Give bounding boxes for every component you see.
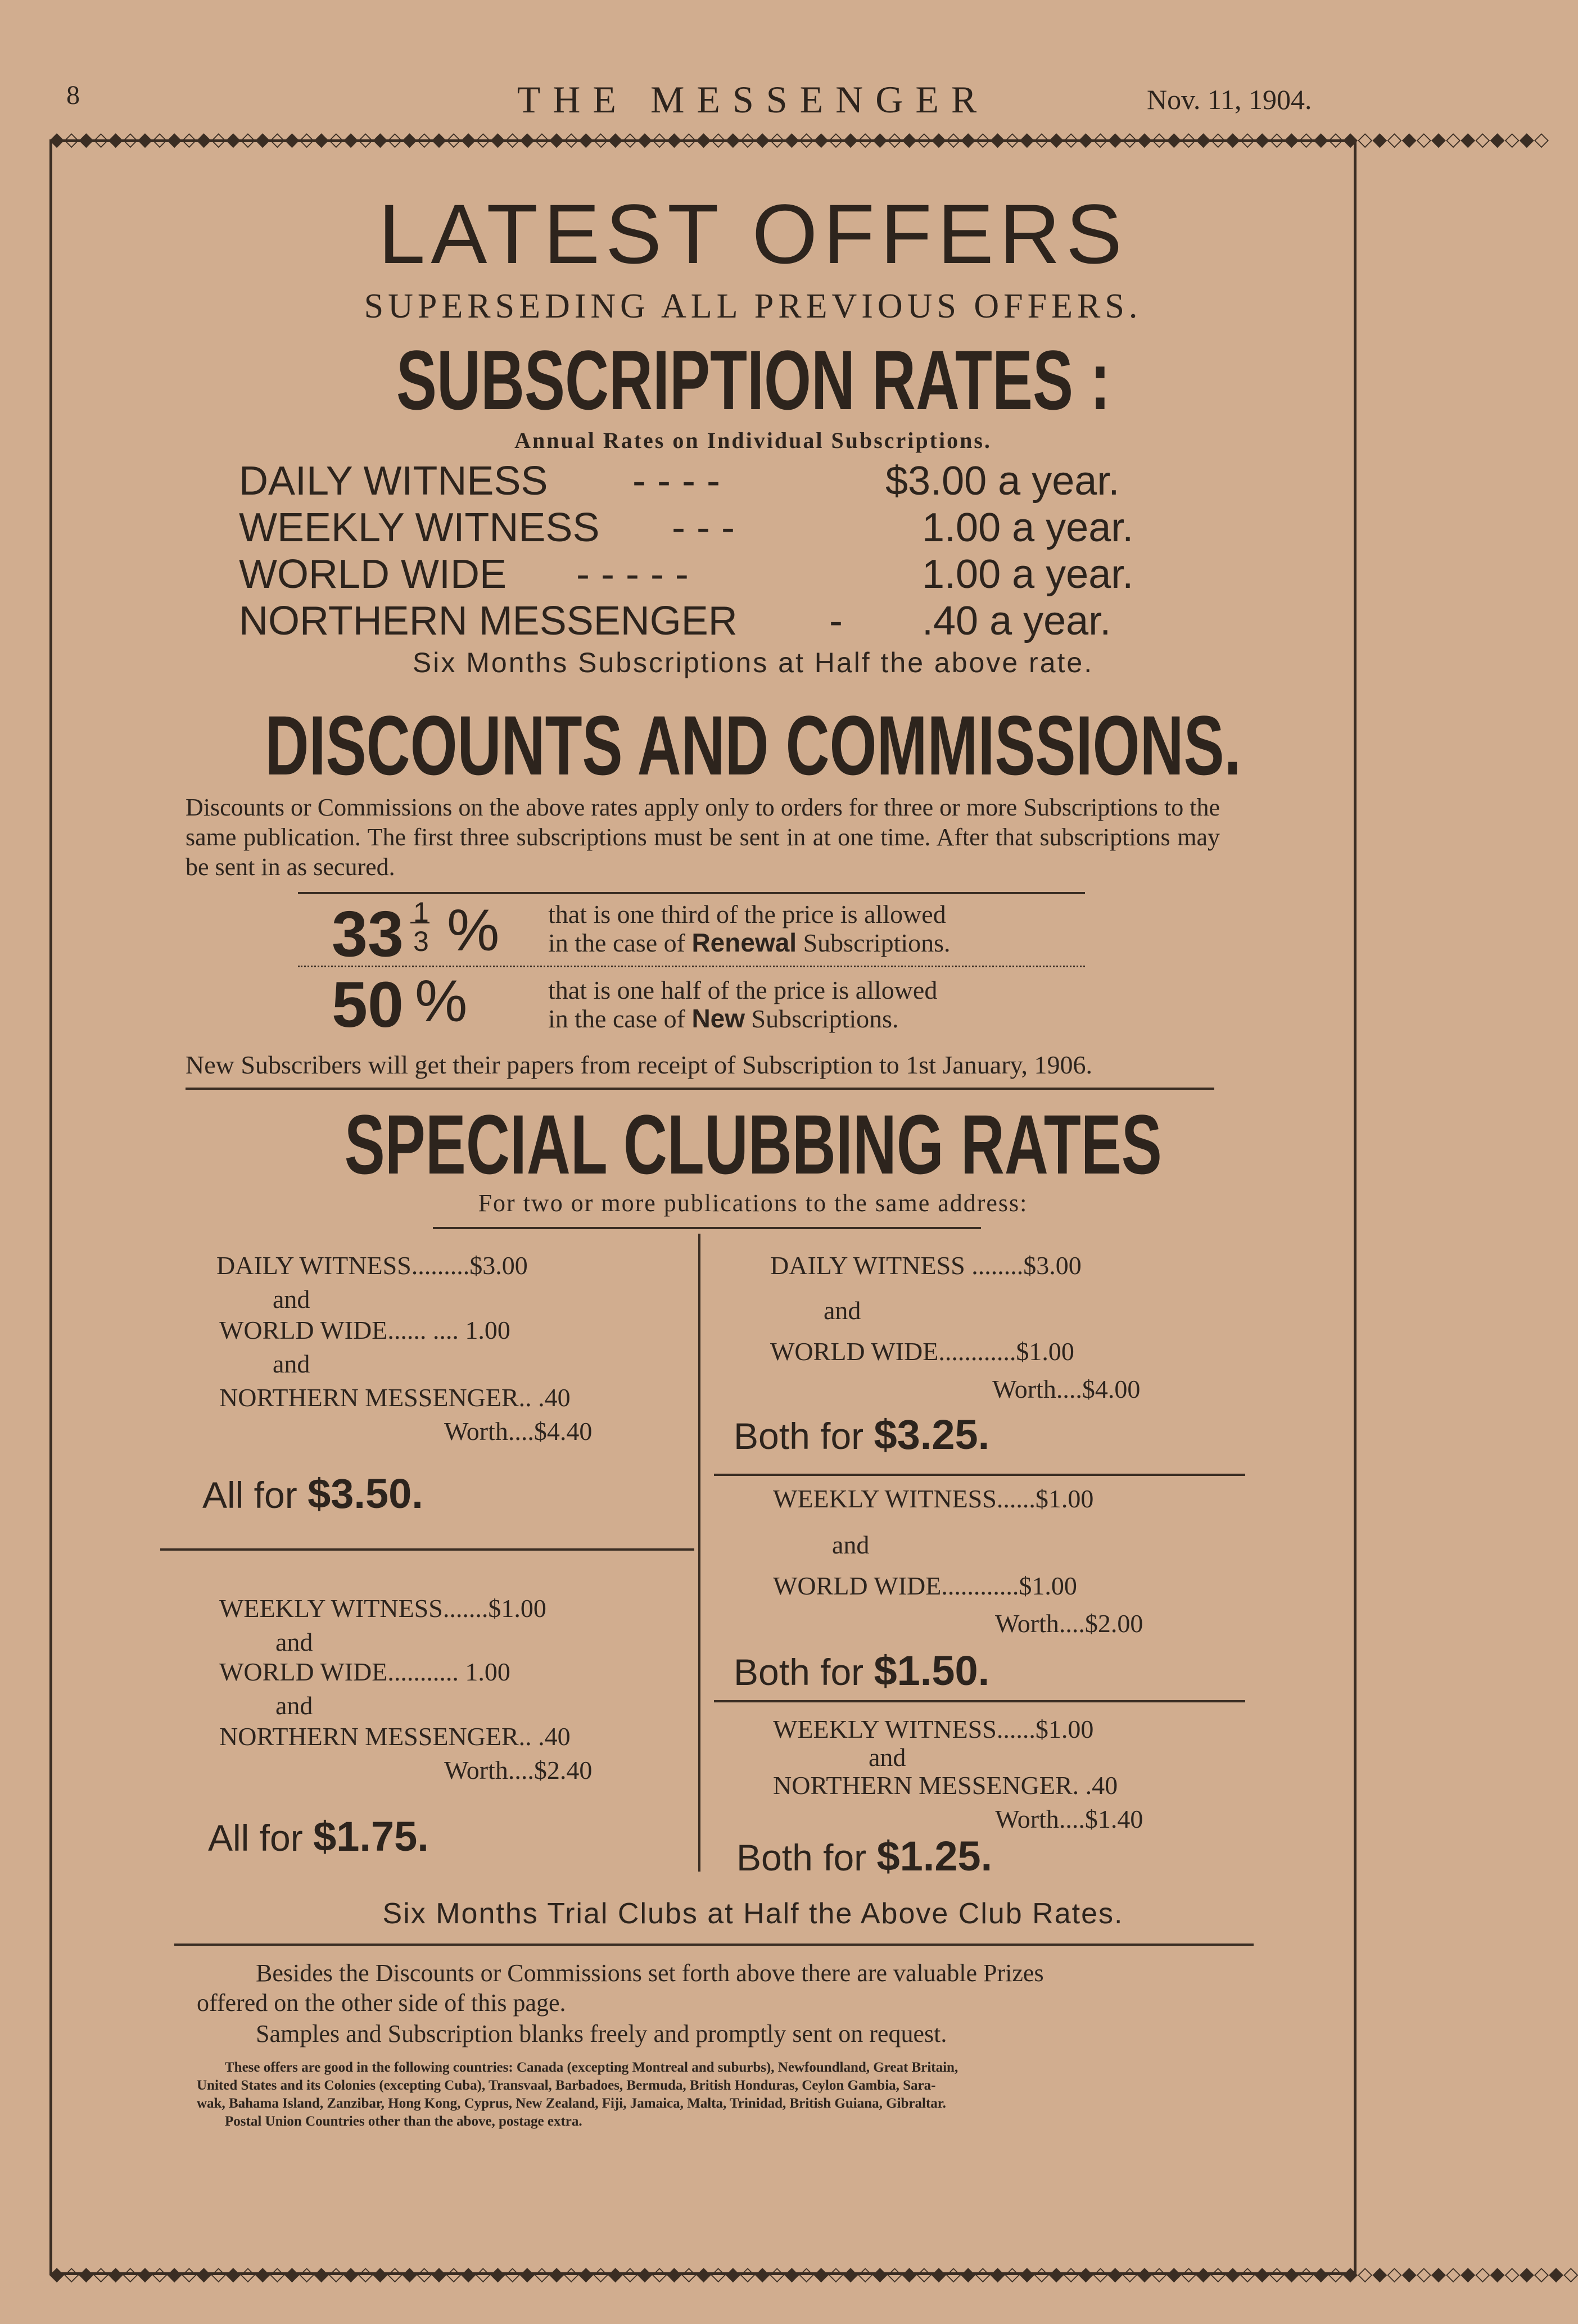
club-line: NORTHERN MESSENGER. .40 [773,1771,1118,1800]
issue-date: Nov. 11, 1904. [1147,84,1312,115]
renewal-line-2-pre: in the case of [548,928,685,957]
rate-row [239,505,1195,555]
club-line: NORTHERN MESSENGER.. .40 [219,1722,571,1751]
club-line: WORLD WIDE........... 1.00 [219,1657,510,1686]
club-total-text: All for [208,1817,303,1859]
rate-row [239,598,1195,649]
trial-clubs-note: Six Months Trial Clubs at Half the Above Club Rates. [382,1897,1124,1930]
subscription-heading-wrap [0,332,1506,429]
main-title: LATEST OFFERS [378,187,1128,281]
club-total-text: Both for [734,1651,864,1693]
club-total [208,1813,429,1860]
rate-row [239,551,1195,602]
club-worth: Worth....$4.40 [444,1417,593,1446]
club-total-price: $1.50. [874,1647,990,1694]
rate-dashes: - - - - - [576,552,689,597]
border-ornament-bottom: ◆◇◆◇◆◇◆◇◆◇◆◇◆◇◆◇◆◇◆◇◆◇◆◇◆◇◆◇◆◇◆◇◆◇◆◇◆◇◆◇◆◇◆◇◆◇◆◇◆◇◆◇◆◇◆◇◆◇◆◇◆◇◆◇◆◇◆◇◆◇◆◇◆◇◆◇◆◇◆◇◆◇◆◇◆◇◆◇◆◇◆◇◆◇◆◇◆◇◆◇◆◇◆◇ [49,2264,1578,2285]
subscription-heading: SUBSCRIPTION RATES : [396,333,1110,427]
percent-sign: % [415,968,468,1034]
club-total [736,1832,992,1880]
club-and: and [869,1743,906,1772]
renewal-line-2-post: Subscriptions. [803,928,951,957]
rate-name: WEEKLY WITNESS [239,505,600,550]
fine-print: Postal Union Countries other than the above, postage extra. [225,2114,582,2129]
rate-row [239,458,1195,509]
club-total [734,1411,989,1458]
club-and: and [273,1349,310,1378]
club-and: and [824,1296,861,1325]
left-separator [160,1548,694,1551]
club-line: WEEKLY WITNESS.......$1.00 [219,1594,546,1623]
new-line-2-pre: in the case of [548,1004,685,1033]
fine-print: wak, Bahama Island, Zanzibar, Hong Kong, Cyprus, New Zealand, Fiji, Jamaica, Malta, Trinidad, British Guiana, Gibraltar. [197,2096,946,2111]
club-line: DAILY WITNESS.........$3.00 [216,1251,528,1280]
rate-name: WORLD WIDE [239,552,507,597]
club-line: WEEKLY WITNESS......$1.00 [773,1484,1094,1513]
discount-rule-middle [298,966,1085,967]
club-line: WEEKLY WITNESS......$1.00 [773,1715,1094,1743]
clubbing-heading-wrap [0,1096,1506,1193]
club-total [202,1470,423,1517]
rate-price: .40 a year. [922,599,1111,644]
new-line-2-post: Subscriptions. [751,1004,899,1033]
new-word: New [691,1004,745,1033]
club-total [734,1647,989,1695]
rate-price: 1.00 a year. [922,552,1134,597]
rate-dashes: - [829,599,843,644]
club-line: WORLD WIDE............$1.00 [773,1571,1077,1600]
rate-dashes: - - - [672,505,735,550]
new-value: 50 [332,969,404,1041]
club-total-price: $1.25. [876,1833,993,1879]
club-total-text: Both for [734,1415,864,1457]
rate-price: 1.00 a year. [922,505,1134,550]
renewal-fraction-den: 3 [413,926,429,957]
club-worth: Worth....$2.00 [995,1609,1143,1638]
club-and: and [275,1628,313,1656]
renewal-line-2 [548,927,951,958]
subtitle: SUPERSEDING ALL PREVIOUS OFFERS. [364,287,1142,325]
renewal-line-1: that is one third of the price is allowed [548,900,946,928]
club-total-price: $1.75. [313,1813,429,1860]
percent-sign: % [447,898,500,963]
clubbing-subheading: For two or more publications to the same address: [478,1189,1028,1217]
discounts-paragraph: Discounts or Commissions on the above rates apply only to orders for three or more Subscriptions to the same publication. The first three subscriptions must be sent in at one time. After that subscriptions may be sent in as secured. [186,794,1220,881]
footer-line: Samples and Subscription blanks freely and promptly sent on request. [256,2020,947,2047]
right-separator-2 [714,1700,1245,1702]
new-subscribers-note: New Subscribers will get their papers from receipt of Subscription to 1st January, 1906. [186,1050,1093,1079]
right-separator-1 [714,1474,1245,1476]
column-divider [698,1234,700,1872]
club-and: and [832,1530,870,1559]
club-line: DAILY WITNESS ........$3.00 [770,1251,1082,1280]
fine-print: United States and its Colonies (excepting Cuba), Transvaal, Barbadoes, Bermuda, British Honduras, Ceylon Gambia, Sara- [197,2078,936,2093]
footer-line: Besides the Discounts or Commissions set forth above there are valuable Prizes [256,1959,1044,1987]
rate-name: DAILY WITNESS [239,459,548,504]
discount-rule-top [298,892,1085,894]
club-total-price: $3.50. [308,1470,423,1517]
masthead: THE MESSENGER [517,78,989,121]
discounts-heading-wrap [0,697,1506,794]
renewal-whole: 33 [332,898,404,970]
club-and: and [275,1691,313,1720]
rate-name: NORTHERN MESSENGER [239,599,738,644]
clubbing-sub-rule [433,1227,981,1229]
club-worth: Worth....$1.40 [995,1805,1143,1833]
club-total-text: All for [202,1474,297,1516]
club-and: and [273,1285,310,1313]
subscription-subheading: Annual Rates on Individual Subscriptions. [514,428,992,453]
clubbing-heading: SPECIAL CLUBBING RATES [344,1097,1162,1192]
new-percentage [332,968,500,1041]
club-total-text: Both for [736,1837,867,1878]
rate-price: $3.00 a year. [885,459,1120,504]
rate-dashes: - - - - [632,459,720,504]
club-line: NORTHERN MESSENGER.. .40 [219,1383,571,1412]
discounts-heading: DISCOUNTS AND COMMISSIONS. [265,698,1241,792]
new-line-1: that is one half of the price is allowed [548,976,938,1004]
club-worth: Worth....$2.40 [444,1756,593,1784]
club-line: WORLD WIDE...... .... 1.00 [219,1316,510,1344]
discounts-bottom-rule [186,1088,1214,1090]
renewal-fraction-num: 1 [413,896,429,928]
club-total-price: $3.25. [874,1411,990,1458]
renewal-percentage [332,897,500,970]
club-line: WORLD WIDE............$1.00 [770,1337,1074,1366]
new-line-2 [548,1003,899,1034]
renewal-word: Renewal [691,928,797,957]
club-worth: Worth....$4.00 [992,1375,1141,1403]
trial-rule [174,1944,1254,1946]
footer-line: offered on the other side of this page. [197,1989,566,2017]
six-months-note: Six Months Subscriptions at Half the above rate. [412,647,1094,678]
border-ornament-top: ◆◇◆◇◆◇◆◇◆◇◆◇◆◇◆◇◆◇◆◇◆◇◆◇◆◇◆◇◆◇◆◇◆◇◆◇◆◇◆◇◆◇◆◇◆◇◆◇◆◇◆◇◆◇◆◇◆◇◆◇◆◇◆◇◆◇◆◇◆◇◆◇◆◇◆◇◆◇◆◇◆◇◆◇◆◇◆◇◆◇◆◇◆◇◆◇◆◇◆◇◆◇ [49,129,1549,150]
page-number: 8 [66,80,80,110]
fine-print: These offers are good in the following countries: Canada (excepting Montreal and suburbs), Newfoundland, Great Britain, [225,2060,958,2075]
fraction-bar [410,922,429,923]
